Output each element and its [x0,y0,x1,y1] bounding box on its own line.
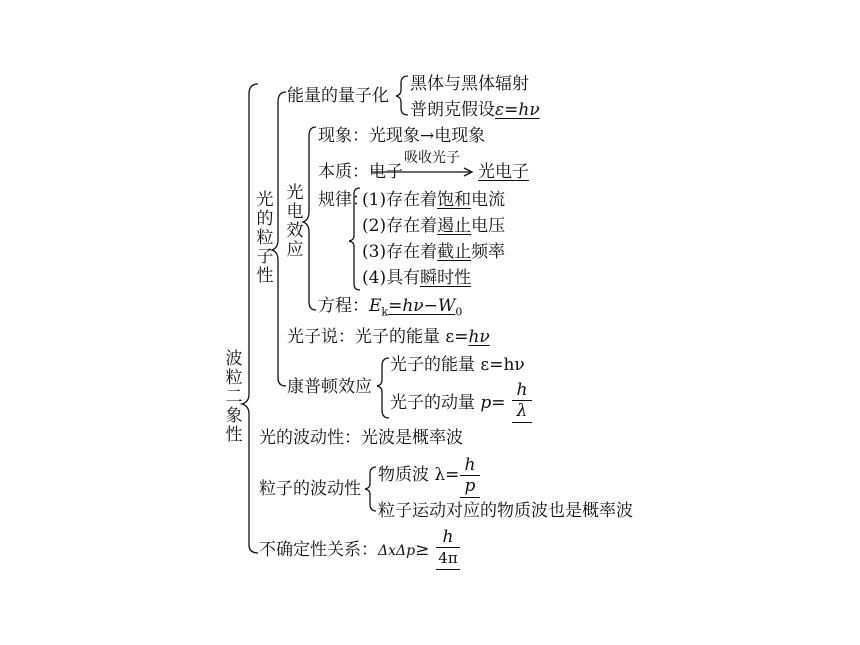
law-prefix: 规律： [318,190,369,210]
essence-arrow-label: 吸收光子 [404,150,460,166]
brace-quantization [396,76,408,115]
brace-particle-wave [365,467,376,511]
planck-formula: ε=hν [495,100,540,120]
matter-wave-fraction: h p [460,456,480,498]
photoelectric-phenomenon: 现象：光现象→电现象 [318,126,486,146]
law-4: (4)具有瞬时性 [362,268,472,288]
law-1: (1)存在着饱和电流 [362,190,506,210]
brace-particle [272,92,286,386]
brace-photoelectric [303,127,316,310]
particle-wave-item-2: 粒子运动对应的物质波也是概率波 [378,501,633,521]
particle-label: 光的粒子性 [256,190,274,286]
compton-energy: 光子的能量 ε=hν [390,355,525,375]
photoelectric-label: 光电效应 [286,183,304,260]
particle-wave-item-1: 物质波 λ= [378,465,460,485]
quantization-item-blackbody: 黑体与黑体辐射 [410,74,529,94]
brace-root [242,84,258,553]
essence-result: 光电子 [478,162,529,182]
compton-label: 康普顿效应 [287,377,372,397]
photoelectric-equation: 方程：$E_k=h\nu-W_0$ [318,296,463,319]
photoelectric-essence: 本质：电子 [318,162,403,182]
quantization-item-planck: 普朗克假设ε=hν [410,100,540,120]
particle-wave-label: 粒子的波动性 [259,479,361,499]
law-3: (3)存在着截止频率 [362,242,506,262]
compton-momentum: 光子的动量 p= [390,393,506,413]
quantization-label: 能量的量子化 [287,86,389,106]
uncertainty-fraction: h 4π [436,528,460,570]
law-2: (2)存在着遏止电压 [362,216,506,236]
wave-text: 光的波动性：光波是概率波 [259,428,463,448]
root-label: 波粒二象性 [225,349,243,445]
uncertainty: 不确定性关系：ΔxΔp≥ [259,540,430,560]
compton-fraction: h λ [512,381,532,423]
brace-compton [377,358,389,418]
photon-theory: 光子说：光子的能量 ε=hν [287,327,490,347]
